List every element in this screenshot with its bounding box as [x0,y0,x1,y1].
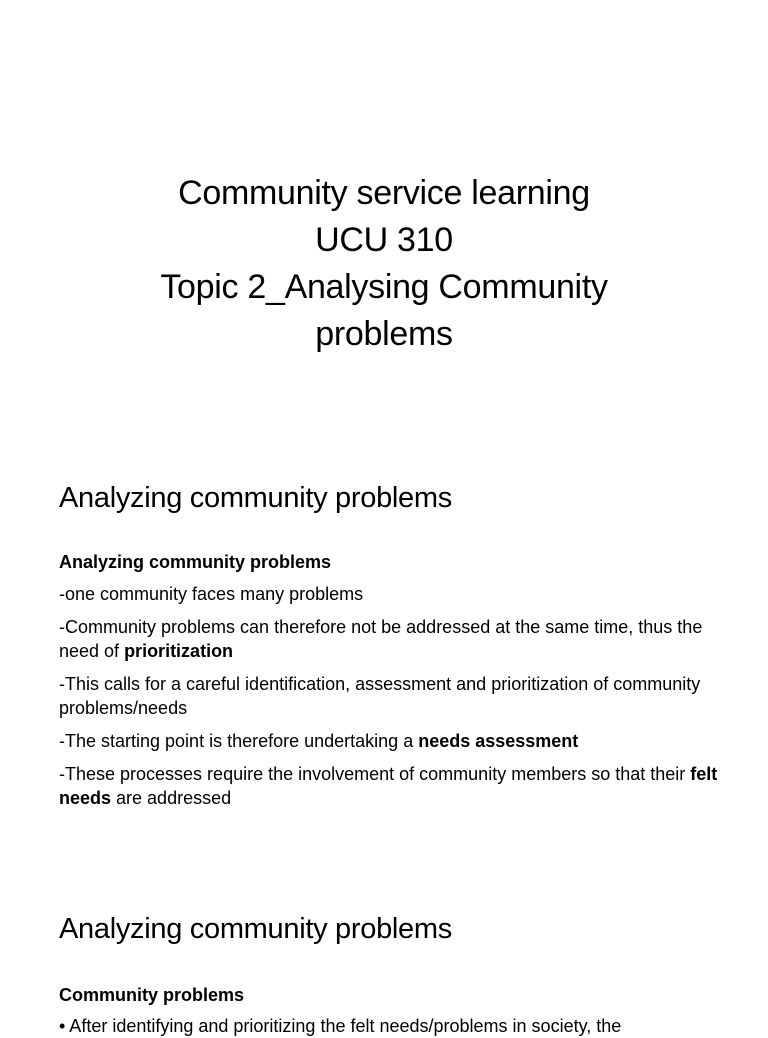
body-subheading: Analyzing community problems [59,552,332,572]
title-line-topic: Topic 2_Analysing Community [160,268,608,306]
content-slide-analyzing [0,432,768,864]
paragraph-text: -This calls for a careful identification, assessment and prioritization of community problems/needs [59,674,701,718]
bullet-text-cut: • After identifying and prioritizing the felt needs/problems in society, the [59,1016,622,1036]
slide-body [59,550,719,819]
paragraph-text: -These processes require the involvement of community members so that their [59,764,691,784]
paragraph-text: -one community faces many problems [59,584,364,604]
body-paragraph-3 [59,672,719,720]
emphasis-prioritization: prioritization [124,641,234,661]
body-subheading: Community problems [59,985,245,1005]
paragraph-text: -The starting point is therefore undertaking a [59,731,419,751]
paragraph-text: -Community problems can therefore not be addressed at the same time, thus the need of [59,617,703,661]
slide-heading: Analyzing community problems [59,913,452,945]
title-line-code: UCU 310 [315,221,453,259]
content-slide-community-problems [0,864,768,1036]
slide-title [0,170,768,358]
body-paragraph-4 [59,729,719,753]
body-paragraph-2 [59,615,719,663]
title-line-topic-cont: problems [315,315,453,353]
paragraph-text: are addressed [111,788,232,808]
body-paragraph-1 [59,582,719,606]
body-paragraph-5 [59,762,719,810]
slide-body [59,983,719,1015]
slide-heading: Analyzing community problems [59,482,452,514]
title-line-course: Community service learning [178,174,590,212]
title-slide [0,0,768,432]
emphasis-needs-assessment: needs assessment [418,731,579,751]
emphasis-felt-needs: felt needs [59,764,718,808]
